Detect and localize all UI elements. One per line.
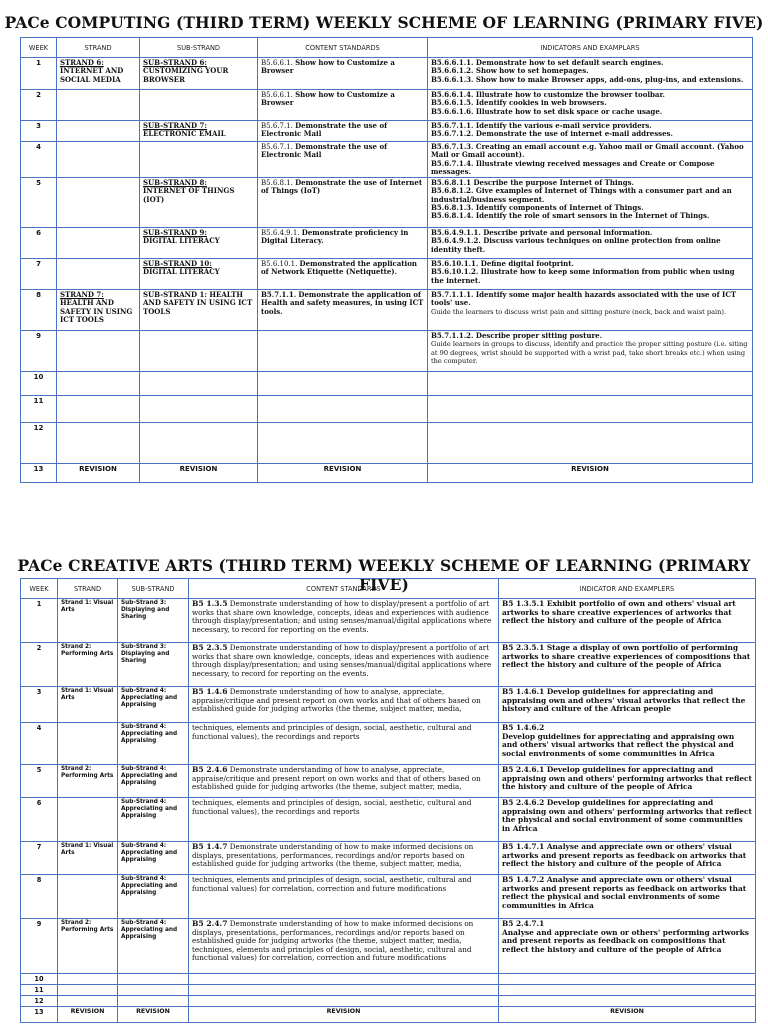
strand-cell: Strand 1: Visual Arts — [58, 599, 118, 643]
revision-cell: REVISION — [189, 1007, 499, 1023]
table-row — [21, 996, 756, 1007]
indicators-cell: B5.6.8.1.1 Describe the purpose Internet of Things. B5.6.8.1.2. Give examples of Internet of Things with a consumer part and an industrial/business segment. B5.6.8.1.3. Identify components of Internet of Things. B5.6.8.1.4. Identify the role of smart sensors in the Internet of Things. — [428, 178, 753, 228]
week-cell: 12 — [21, 996, 58, 1007]
computing-title: PACe COMPUTING (THIRD TERM) WEEKLY SCHEME OF LEARNING (PRIMARY FIVE) — [4, 13, 764, 32]
content-cell: B5 1.3.5 Demonstrate understanding of how to display/present a portfolio of art works that share own knowledge, concepts, ideas and experiences with audience through display/presentation; and using senses/manual/digital applications where necessary, to record for reporting on the events. — [189, 599, 499, 643]
week-cell: 6 — [21, 228, 57, 259]
week-cell: 2 — [21, 90, 57, 121]
strand-cell: Strand 2: Performing Arts — [58, 643, 118, 687]
week-cell: 5 — [21, 178, 57, 228]
strand-cell — [58, 723, 118, 765]
strand-cell — [57, 90, 140, 121]
sub-strand-cell: Sub-Strand 3: Displaying and Sharing — [118, 599, 189, 643]
indicators-cell: B5.6.6.1.4. Illustrate how to customize the browser toolbar. B5.6.6.1.5. Identify cookies in web browsers. B5.6.6.1.6. Illustrate how to set disk space or cache usage. — [428, 90, 753, 121]
header-sub-strand: SUB-STRAND — [118, 579, 189, 599]
sub-strand-cell: SUB-STRAND 1: HEALTH AND SAFETY IN USING ICT TOOLS — [140, 290, 258, 331]
revision-cell: REVISION — [140, 464, 258, 483]
table-header-row — [21, 38, 753, 58]
creative-arts-scheme-table — [20, 578, 756, 1023]
indicators-cell: B5.6.7.1.1. Identify the various e-mail service providers. B5.6.7.1.2. Demonstrate the use of internet e-mail addresses. — [428, 121, 753, 142]
strand-cell: Strand 1: Visual Arts — [58, 687, 118, 723]
strand-cell: Strand 1: Visual Arts — [58, 842, 118, 875]
indicators-cell: B5 1.3.5.1 Exhibit portfolio of own and others' visual art artworks to share creative experiences of artworks that reflect the history and culture of the people of Africa — [499, 599, 756, 643]
revision-cell: REVISION — [58, 1007, 118, 1023]
table-row — [21, 919, 756, 974]
table-row — [21, 643, 756, 687]
indicators-cell: B5 1.4.7.2 Analyse and appreciate own or others' visual artworks and present reports as feedback on artworks that reflect the physical and social environments of some communities in Africa — [499, 875, 756, 919]
week-cell: 7 — [21, 842, 58, 875]
table-row — [21, 259, 753, 290]
table-row — [21, 1007, 756, 1023]
content-cell: B5 2.4.7 Demonstrate understanding of how to make informed decisions on displays, presentations, performances, recordings and/or reports based on established guide for judging artworks (the theme, subject matter, media, techniques, elements and principles of design, social, aesthetic, cultural and functional values) for correlation, correction and future modifications — [189, 919, 499, 974]
revision-cell: REVISION — [57, 464, 140, 483]
table-row — [21, 464, 753, 483]
table-row — [21, 290, 753, 331]
strand-cell — [57, 142, 140, 178]
week-cell: 12 — [21, 423, 57, 464]
header-indicators: INDICATORS AND EXAMPLARS — [428, 38, 753, 58]
content-cell: B5 2.3.5 Demonstrate understanding of how to display/present a portfolio of art works that share own knowledge, concepts, ideas and experiences with audience through display/presentation; and using senses/manual/digital applications where necessary, to record for reporting on the events. — [189, 643, 499, 687]
content-cell: B5 2.4.6 Demonstrate understanding of how to analyse, appreciate, appraise/critique and present report on own works and that of others based on established guide for judging artworks (the theme, subject matter, media, — [189, 765, 499, 798]
computing-scheme-table — [20, 37, 753, 483]
week-cell: 8 — [21, 875, 58, 919]
sub-strand-cell: SUB-STRAND 8: INTERNET OF THINGS (IOT) — [140, 178, 258, 228]
strand-cell: STRAND 7: HEALTH AND SAFETY IN USING ICT TOOLS — [57, 290, 140, 331]
sub-strand-cell: Sub-Strand 4: Appreciating and Appraising — [118, 875, 189, 919]
content-cell: techniques, elements and principles of design, social, aesthetic, cultural and functional values), the recordings and reports — [189, 798, 499, 842]
indicators-cell: B5.6.6.1.1. Demonstrate how to set default search engines. B5.6.6.1.2. Show how to set homepages. B5.6.6.1.3. Show how to make Browser apps, add-ons, plug-ins, and extensions. — [428, 58, 753, 90]
content-cell — [258, 331, 428, 372]
header-content-standards: CONTENT STANDARDS — [258, 38, 428, 58]
sub-strand-cell: SUB-STRAND 10: DIGITAL LITERACY — [140, 259, 258, 290]
indicators-cell: B5.6.4.9.1.1. Describe private and personal information. B5.6.4.9.1.2. Discuss various techniques on online protection from online identity theft. — [428, 228, 753, 259]
strand-cell: Strand 2: Performing Arts — [58, 765, 118, 798]
table-row — [21, 974, 756, 985]
revision-cell: REVISION — [118, 1007, 189, 1023]
week-cell: 11 — [21, 985, 58, 996]
sub-strand-cell: Sub-Strand 4: Appreciating and Appraising — [118, 919, 189, 974]
table-row — [21, 423, 753, 464]
strand-cell — [57, 121, 140, 142]
week-cell: 1 — [21, 599, 58, 643]
sub-strand-cell — [140, 90, 258, 121]
content-cell: B5 1.4.6 Demonstrate understanding of how to analyse, appreciate, appraise/critique and present report on own works and that of others based on established guide for judging artworks (the theme, subject matter, media, — [189, 687, 499, 723]
table-row — [21, 228, 753, 259]
table-row — [21, 723, 756, 765]
table-row — [21, 798, 756, 842]
table-row — [21, 121, 753, 142]
table-row — [21, 687, 756, 723]
strand-cell — [57, 331, 140, 372]
content-cell: B5.6.7.1. Demonstrate the use of Electronic Mail — [258, 142, 428, 178]
sub-strand-cell: SUB-STRAND 6: CUSTOMIZING YOUR BROWSER — [140, 58, 258, 90]
header-strand: STRAND — [57, 38, 140, 58]
sub-strand-cell: Sub-Strand 4: Appreciating and Appraising — [118, 765, 189, 798]
header-week: WEEK — [21, 579, 58, 599]
indicators-cell: B5 2.3.5.1 Stage a display of own portfolio of performing artworks to share creative experiences of compositions that reflect the history and culture of the people of Africa — [499, 643, 756, 687]
week-cell: 3 — [21, 687, 58, 723]
sub-strand-cell: Sub-Strand 4: Appreciating and Appraising — [118, 798, 189, 842]
content-cell: techniques, elements and principles of design, social, aesthetic, cultural and functional values) for correlation, correction and future modifications — [189, 875, 499, 919]
strand-cell — [57, 178, 140, 228]
table-row — [21, 90, 753, 121]
week-cell: 9 — [21, 331, 57, 372]
header-strand: STRAND — [58, 579, 118, 599]
week-cell: 4 — [21, 142, 57, 178]
sub-strand-cell: Sub-Strand 4: Appreciating and Appraising — [118, 723, 189, 765]
table-row — [21, 142, 753, 178]
table-row — [21, 372, 753, 396]
strand-cell: STRAND 6: INTERNET AND SOCIAL MEDIA — [57, 58, 140, 90]
creative-arts-title: PACe CREATIVE ARTS (THIRD TERM) WEEKLY SCHEME OF LEARNING (PRIMARY FIVE) — [17, 556, 751, 594]
content-cell: B5.6.4.9.1. Demonstrate proficiency in Digital Literacy. — [258, 228, 428, 259]
content-cell: B5.6.7.1. Demonstrate the use of Electronic Mail — [258, 121, 428, 142]
table-row — [21, 875, 756, 919]
indicators-cell: B5 1.4.7.1 Analyse and appreciate own or others' visual artworks and present reports as feedback on artworks that reflect the history and culture of the people of Africa — [499, 842, 756, 875]
sub-strand-cell: Sub-Strand 3: Displaying and Sharing — [118, 643, 189, 687]
table-row — [21, 331, 753, 372]
header-indicators: INDICATOR AND EXAMPLERS — [499, 579, 756, 599]
table-row — [21, 765, 756, 798]
week-cell: 7 — [21, 259, 57, 290]
table-row — [21, 842, 756, 875]
content-cell: B5 1.4.7 Demonstrate understanding of how to make informed decisions on displays, presentations, performances, recordings and/or reports based on established guide for judging artworks (the theme, subject matter, media, — [189, 842, 499, 875]
strand-cell — [58, 798, 118, 842]
sub-strand-cell: Sub-Strand 4: Appreciating and Appraising — [118, 842, 189, 875]
header-week: WEEK — [21, 38, 57, 58]
week-cell: 4 — [21, 723, 58, 765]
content-cell: B5.6.8.1. Demonstrate the use of Internet of Things (IoT) — [258, 178, 428, 228]
indicators-cell: B5.6.7.1.3. Creating an email account e.g. Yahoo mail or Gmail account. (Yahoo Mail or Gmail account). B5.6.7.1.4. Illustrate viewing received messages and Create or Compose messages. — [428, 142, 753, 178]
week-cell: 1 — [21, 58, 57, 90]
indicators-cell: B5 2.4.6.1 Develop guidelines for appreciating and appraising own and others' performing artworks that reflect the history and culture of the people of Africa — [499, 765, 756, 798]
table-header-row — [21, 579, 756, 599]
week-cell: 8 — [21, 290, 57, 331]
week-cell: 6 — [21, 798, 58, 842]
week-cell: 9 — [21, 919, 58, 974]
sub-strand-cell: SUB-STRAND 9: DIGITAL LITERACY — [140, 228, 258, 259]
revision-cell: REVISION — [499, 1007, 756, 1023]
indicators-cell: B5 2.4.7.1 Analyse and appreciate own or others' performing artworks and present reports as feedback on compositions that reflect the history and culture of the people of Africa — [499, 919, 756, 974]
week-cell: 13 — [21, 464, 57, 483]
table-row — [21, 58, 753, 90]
content-cell: B5.7.1.1. Demonstrate the application of Health and safety measures, in using ICT tools. — [258, 290, 428, 331]
week-cell: 11 — [21, 396, 57, 423]
header-content-standards: CONTENT STANDARDS — [189, 579, 499, 599]
indicators-cell: B5 1.4.6.1 Develop guidelines for appreciating and appraising own and others' visual artworks that reflect the history and culture of the African people — [499, 687, 756, 723]
week-cell: 5 — [21, 765, 58, 798]
strand-cell — [57, 259, 140, 290]
strand-cell: Strand 2: Performing Arts — [58, 919, 118, 974]
week-cell: 3 — [21, 121, 57, 142]
indicators-cell: B5.6.10.1.1. Define digital footprint. B5.6.10.1.2. Illustrate how to keep some information from public when using the internet. — [428, 259, 753, 290]
week-cell: 10 — [21, 372, 57, 396]
sub-strand-cell: Sub-Strand 4: Appreciating and Appraising — [118, 687, 189, 723]
sub-strand-cell — [140, 331, 258, 372]
indicators-cell: B5 1.4.6.2 Develop guidelines for appreciating and appraising own and others' visual artworks that reflect the physical and social environments of some communities in Africa — [499, 723, 756, 765]
sub-strand-cell: SUB-STRAND 7: ELECTRONIC EMAIL — [140, 121, 258, 142]
table-row — [21, 599, 756, 643]
week-cell: 13 — [21, 1007, 58, 1023]
table-row — [21, 396, 753, 423]
indicators-cell: B5.7.1.1.2. Describe proper sitting posture. Guide learners in groups to discuss, identify and practice the proper sitting posture (i.e. siting at 90 degrees, wrist should be supported with a wrist pad, take short breaks etc.) when using the computer. — [428, 331, 753, 372]
table-row — [21, 985, 756, 996]
revision-cell: REVISION — [258, 464, 428, 483]
content-cell: B5.6.10.1. Demonstrated the application of Network Etiquette (Netiquette). — [258, 259, 428, 290]
content-cell: techniques, elements and principles of design, social, aesthetic, cultural and functional values), the recordings and reports — [189, 723, 499, 765]
content-cell: B5.6.6.1. Show how to Customize a Browser — [258, 58, 428, 90]
sub-strand-cell — [140, 142, 258, 178]
indicators-cell: B5.7.1.1.1. Identify some major health hazards associated with the use of ICT tools' use. Guide the learners to discuss wrist pain and sitting posture (neck, back and waist pain). — [428, 290, 753, 331]
header-sub-strand: SUB-STRAND — [140, 38, 258, 58]
table-row — [21, 178, 753, 228]
indicators-cell: B5 2.4.6.2 Develop guidelines for appreciating and appraising own and others' performing artworks that reflect the physical and social environment of some communities in Africa — [499, 798, 756, 842]
week-cell: 10 — [21, 974, 58, 985]
content-cell: B5.6.6.1. Show how to Customize a Browser — [258, 90, 428, 121]
week-cell: 2 — [21, 643, 58, 687]
strand-cell — [58, 875, 118, 919]
revision-cell: REVISION — [428, 464, 753, 483]
strand-cell — [57, 228, 140, 259]
